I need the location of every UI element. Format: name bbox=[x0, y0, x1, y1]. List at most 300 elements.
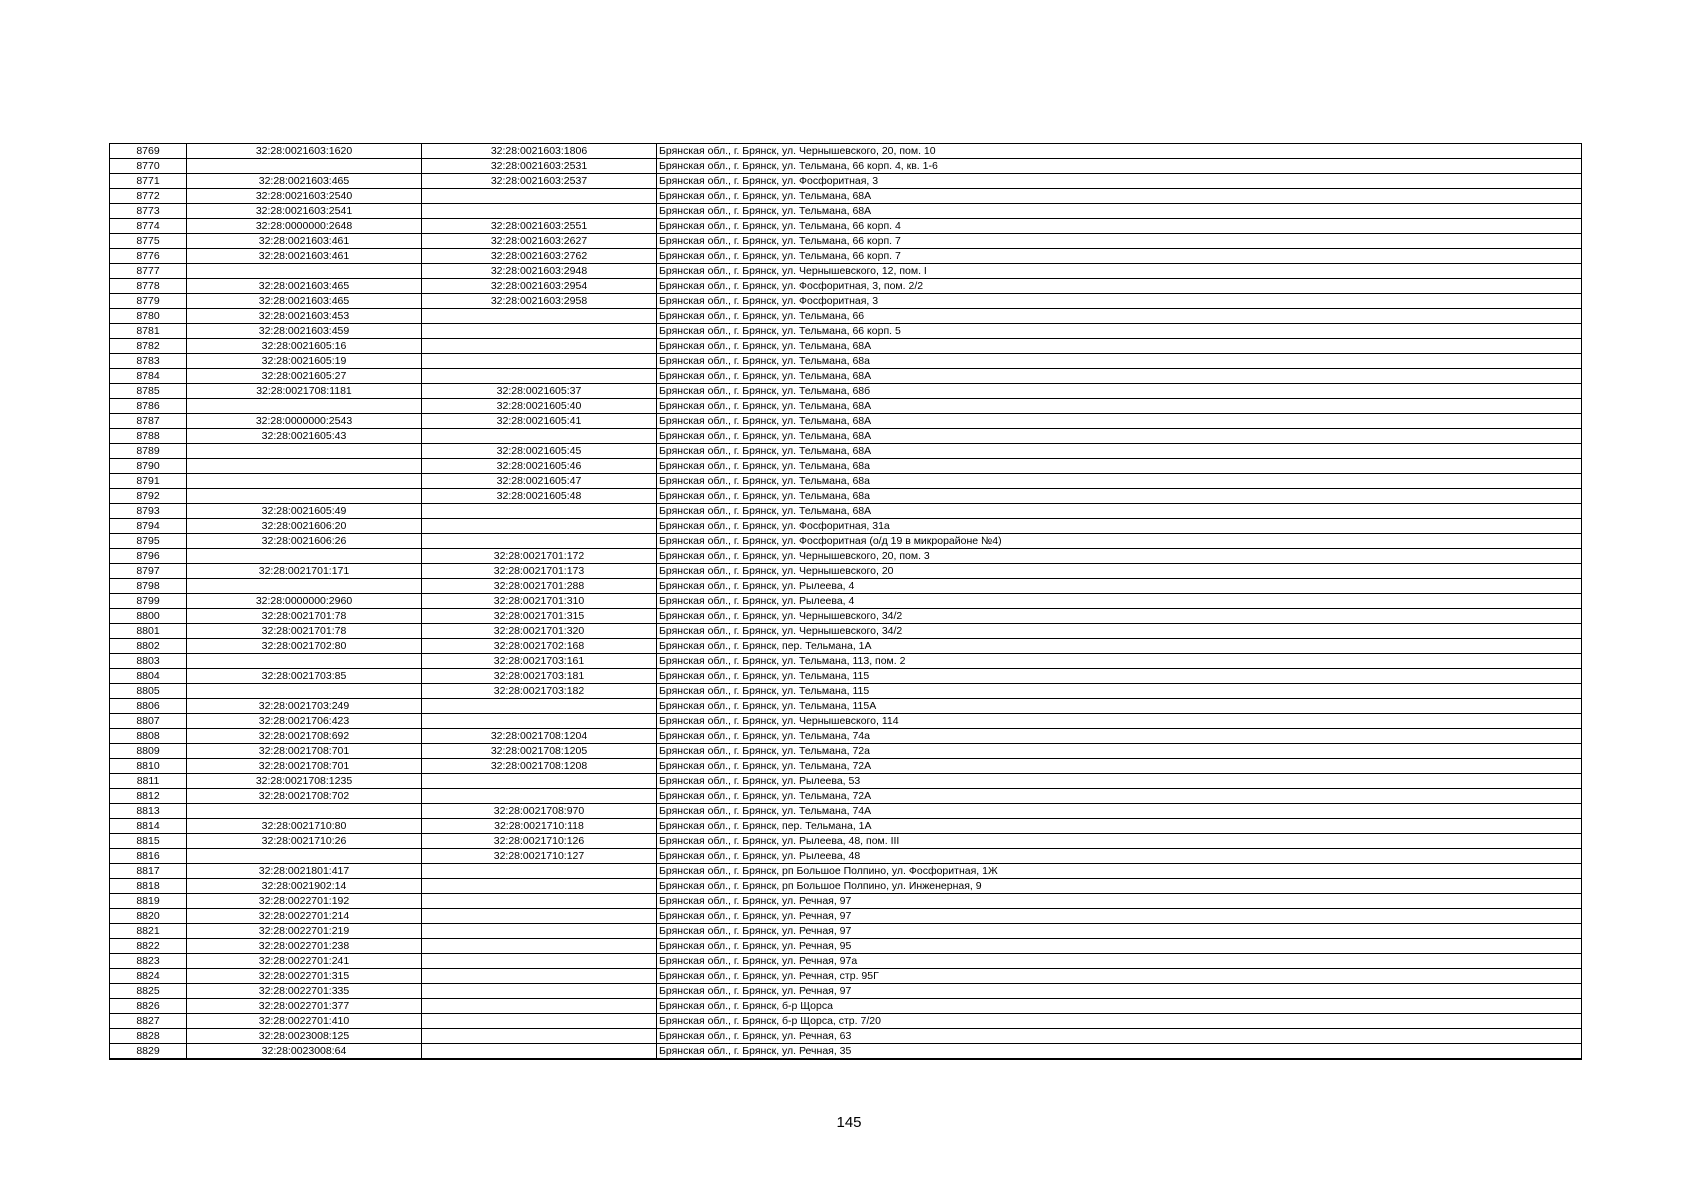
cadastral-number-cell: 32:28:0021603:453 bbox=[187, 309, 422, 324]
table-row bbox=[110, 309, 1582, 324]
cadastral-number-cell: 32:28:0021702:80 bbox=[187, 639, 422, 654]
cadastral-number-cell bbox=[187, 459, 422, 474]
related-cadastral-number-cell: 32:28:0021605:45 bbox=[422, 444, 657, 459]
row-number-cell: 8815 bbox=[110, 834, 187, 849]
address-cell: Брянская обл., г. Брянск, ул. Тельмана, 66 bbox=[657, 309, 1582, 324]
row-number-cell: 8808 bbox=[110, 729, 187, 744]
row-number-cell: 8773 bbox=[110, 204, 187, 219]
cadastral-number-cell bbox=[187, 444, 422, 459]
related-cadastral-number-cell bbox=[422, 999, 657, 1014]
row-number-cell: 8769 bbox=[110, 144, 187, 159]
address-cell: Брянская обл., г. Брянск, ул. Рылеева, 48, пом. III bbox=[657, 834, 1582, 849]
address-cell: Брянская обл., г. Брянск, ул. Тельмана, 113, пом. 2 bbox=[657, 654, 1582, 669]
address-cell: Брянская обл., г. Брянск, ул. Тельмана, 68а bbox=[657, 354, 1582, 369]
address-cell: Брянская обл., г. Брянск, ул. Речная, 97 bbox=[657, 984, 1582, 999]
related-cadastral-number-cell: 32:28:0021603:2627 bbox=[422, 234, 657, 249]
address-cell: Брянская обл., г. Брянск, ул. Рылеева, 53 bbox=[657, 774, 1582, 789]
cadastral-number-cell: 32:28:0022701:410 bbox=[187, 1014, 422, 1029]
address-cell: Брянская обл., г. Брянск, ул. Рылеева, 48 bbox=[657, 849, 1582, 864]
address-cell: Брянская обл., г. Брянск, ул. Тельмана, 66 корп. 4 bbox=[657, 219, 1582, 234]
table-row bbox=[110, 264, 1582, 279]
table-row bbox=[110, 729, 1582, 744]
address-cell: Брянская обл., г. Брянск, б-р Щорса bbox=[657, 999, 1582, 1014]
row-number-cell: 8791 bbox=[110, 474, 187, 489]
address-cell: Брянская обл., г. Брянск, ул. Тельмана, 74а bbox=[657, 729, 1582, 744]
table-row bbox=[110, 849, 1582, 864]
row-number-cell: 8772 bbox=[110, 189, 187, 204]
row-number-cell: 8786 bbox=[110, 399, 187, 414]
cadastral-number-cell: 32:28:0021701:78 bbox=[187, 624, 422, 639]
table-row bbox=[110, 939, 1582, 954]
row-number-cell: 8827 bbox=[110, 1014, 187, 1029]
related-cadastral-number-cell bbox=[422, 879, 657, 894]
related-cadastral-number-cell: 32:28:0021701:320 bbox=[422, 624, 657, 639]
row-number-cell: 8783 bbox=[110, 354, 187, 369]
address-cell: Брянская обл., г. Брянск, ул. Тельмана, 68а bbox=[657, 459, 1582, 474]
address-cell: Брянская обл., г. Брянск, ул. Речная, 35 bbox=[657, 1044, 1582, 1060]
related-cadastral-number-cell bbox=[422, 984, 657, 999]
related-cadastral-number-cell bbox=[422, 324, 657, 339]
cadastral-number-cell bbox=[187, 849, 422, 864]
cadastral-number-cell: 32:28:0021603:465 bbox=[187, 279, 422, 294]
table-row bbox=[110, 759, 1582, 774]
table-row bbox=[110, 534, 1582, 549]
cadastral-number-cell: 32:28:0022701:192 bbox=[187, 894, 422, 909]
related-cadastral-number-cell bbox=[422, 354, 657, 369]
address-cell: Брянская обл., г. Брянск, ул. Тельмана, 68А bbox=[657, 204, 1582, 219]
cadastral-number-cell: 32:28:0021708:701 bbox=[187, 759, 422, 774]
table-row bbox=[110, 1029, 1582, 1044]
row-number-cell: 8803 bbox=[110, 654, 187, 669]
table-row bbox=[110, 969, 1582, 984]
address-cell: Брянская обл., г. Брянск, ул. Речная, 97 bbox=[657, 909, 1582, 924]
cadastral-number-cell: 32:28:0021706:423 bbox=[187, 714, 422, 729]
row-number-cell: 8809 bbox=[110, 744, 187, 759]
cadastral-number-cell: 32:28:0021605:19 bbox=[187, 354, 422, 369]
address-cell: Брянская обл., г. Брянск, ул. Тельмана, 68А bbox=[657, 399, 1582, 414]
related-cadastral-number-cell bbox=[422, 909, 657, 924]
related-cadastral-number-cell: 32:28:0021701:173 bbox=[422, 564, 657, 579]
cadastral-number-cell: 32:28:0023008:64 bbox=[187, 1044, 422, 1060]
table-row bbox=[110, 879, 1582, 894]
row-number-cell: 8775 bbox=[110, 234, 187, 249]
related-cadastral-number-cell: 32:28:0021603:2762 bbox=[422, 249, 657, 264]
related-cadastral-number-cell bbox=[422, 429, 657, 444]
address-cell: Брянская обл., г. Брянск, ул. Чернышевского, 114 bbox=[657, 714, 1582, 729]
related-cadastral-number-cell bbox=[422, 894, 657, 909]
address-cell: Брянская обл., г. Брянск, ул. Речная, 95 bbox=[657, 939, 1582, 954]
cadastral-number-cell bbox=[187, 489, 422, 504]
table-row bbox=[110, 774, 1582, 789]
table-row bbox=[110, 609, 1582, 624]
table-row bbox=[110, 354, 1582, 369]
address-cell: Брянская обл., г. Брянск, ул. Чернышевского, 34/2 bbox=[657, 609, 1582, 624]
address-cell: Брянская обл., г. Брянск, пер. Тельмана, 1А bbox=[657, 819, 1582, 834]
related-cadastral-number-cell bbox=[422, 954, 657, 969]
address-cell: Брянская обл., г. Брянск, ул. Чернышевского, 34/2 bbox=[657, 624, 1582, 639]
row-number-cell: 8778 bbox=[110, 279, 187, 294]
address-cell: Брянская обл., г. Брянск, ул. Рылеева, 4 bbox=[657, 594, 1582, 609]
table-row bbox=[110, 459, 1582, 474]
related-cadastral-number-cell: 32:28:0021702:168 bbox=[422, 639, 657, 654]
cadastral-number-cell bbox=[187, 804, 422, 819]
row-number-cell: 8812 bbox=[110, 789, 187, 804]
row-number-cell: 8780 bbox=[110, 309, 187, 324]
table-row bbox=[110, 594, 1582, 609]
row-number-cell: 8801 bbox=[110, 624, 187, 639]
related-cadastral-number-cell bbox=[422, 714, 657, 729]
related-cadastral-number-cell bbox=[422, 534, 657, 549]
table-row bbox=[110, 339, 1582, 354]
row-number-cell: 8804 bbox=[110, 669, 187, 684]
address-cell: Брянская обл., г. Брянск, ул. Тельмана, 68А bbox=[657, 369, 1582, 384]
row-number-cell: 8807 bbox=[110, 714, 187, 729]
cadastral-number-cell: 32:28:0021606:20 bbox=[187, 519, 422, 534]
related-cadastral-number-cell: 32:28:0021605:41 bbox=[422, 414, 657, 429]
related-cadastral-number-cell: 32:28:0021603:2531 bbox=[422, 159, 657, 174]
row-number-cell: 8770 bbox=[110, 159, 187, 174]
cadastral-number-cell: 32:28:0023008:125 bbox=[187, 1029, 422, 1044]
row-number-cell: 8802 bbox=[110, 639, 187, 654]
address-cell: Брянская обл., г. Брянск, ул. Чернышевского, 20 bbox=[657, 564, 1582, 579]
row-number-cell: 8819 bbox=[110, 894, 187, 909]
address-cell: Брянская обл., г. Брянск, ул. Речная, 63 bbox=[657, 1029, 1582, 1044]
row-number-cell: 8797 bbox=[110, 564, 187, 579]
row-number-cell: 8823 bbox=[110, 954, 187, 969]
related-cadastral-number-cell: 32:28:0021603:1806 bbox=[422, 144, 657, 159]
address-cell: Брянская обл., г. Брянск, ул. Фосфоритная, 31а bbox=[657, 519, 1582, 534]
address-cell: Брянская обл., г. Брянск, ул. Тельмана, 68А bbox=[657, 189, 1582, 204]
page-number: 145 bbox=[836, 1114, 862, 1131]
table-row bbox=[110, 894, 1582, 909]
related-cadastral-number-cell bbox=[422, 309, 657, 324]
row-number-cell: 8817 bbox=[110, 864, 187, 879]
address-cell: Брянская обл., г. Брянск, ул. Тельмана, 66 корп. 4, кв. 1-6 bbox=[657, 159, 1582, 174]
row-number-cell: 8811 bbox=[110, 774, 187, 789]
related-cadastral-number-cell: 32:28:0021710:118 bbox=[422, 819, 657, 834]
address-cell: Брянская обл., г. Брянск, ул. Чернышевского, 20, пом. 10 bbox=[657, 144, 1582, 159]
row-number-cell: 8822 bbox=[110, 939, 187, 954]
table-row bbox=[110, 924, 1582, 939]
table-row bbox=[110, 654, 1582, 669]
table-row bbox=[110, 219, 1582, 234]
row-number-cell: 8771 bbox=[110, 174, 187, 189]
cadastral-number-cell: 32:28:0021710:26 bbox=[187, 834, 422, 849]
table-row bbox=[110, 144, 1582, 159]
table-row bbox=[110, 174, 1582, 189]
table-row bbox=[110, 504, 1582, 519]
table-row bbox=[110, 279, 1582, 294]
address-cell: Брянская обл., г. Брянск, ул. Тельмана, 68А bbox=[657, 339, 1582, 354]
address-cell: Брянская обл., г. Брянск, ул. Тельмана, 68б bbox=[657, 384, 1582, 399]
address-cell: Брянская обл., г. Брянск, ул. Тельмана, 115А bbox=[657, 699, 1582, 714]
cadastral-number-cell: 32:28:0021603:465 bbox=[187, 174, 422, 189]
cadastral-number-cell: 32:28:0021603:2541 bbox=[187, 204, 422, 219]
row-number-cell: 8826 bbox=[110, 999, 187, 1014]
row-number-cell: 8793 bbox=[110, 504, 187, 519]
row-number-cell: 8776 bbox=[110, 249, 187, 264]
address-cell: Брянская обл., г. Брянск, ул. Тельмана, 115 bbox=[657, 684, 1582, 699]
row-number-cell: 8806 bbox=[110, 699, 187, 714]
cadastral-number-cell: 32:28:0021708:692 bbox=[187, 729, 422, 744]
address-cell: Брянская обл., г. Брянск, ул. Речная, 97 bbox=[657, 894, 1582, 909]
row-number-cell: 8810 bbox=[110, 759, 187, 774]
cadastral-table bbox=[109, 143, 1582, 1060]
table-row bbox=[110, 159, 1582, 174]
cadastral-number-cell: 32:28:0021605:49 bbox=[187, 504, 422, 519]
table-row bbox=[110, 204, 1582, 219]
cadastral-number-cell: 32:28:0022701:214 bbox=[187, 909, 422, 924]
row-number-cell: 8788 bbox=[110, 429, 187, 444]
row-number-cell: 8825 bbox=[110, 984, 187, 999]
table-row bbox=[110, 714, 1582, 729]
table-row bbox=[110, 414, 1582, 429]
row-number-cell: 8795 bbox=[110, 534, 187, 549]
cadastral-number-cell: 32:28:0022701:315 bbox=[187, 969, 422, 984]
cadastral-number-cell bbox=[187, 579, 422, 594]
address-cell: Брянская обл., г. Брянск, ул. Рылеева, 4 bbox=[657, 579, 1582, 594]
related-cadastral-number-cell: 32:28:0021703:181 bbox=[422, 669, 657, 684]
row-number-cell: 8784 bbox=[110, 369, 187, 384]
cadastral-number-cell bbox=[187, 549, 422, 564]
row-number-cell: 8781 bbox=[110, 324, 187, 339]
related-cadastral-number-cell: 32:28:0021701:172 bbox=[422, 549, 657, 564]
row-number-cell: 8816 bbox=[110, 849, 187, 864]
related-cadastral-number-cell bbox=[422, 864, 657, 879]
table-row bbox=[110, 384, 1582, 399]
cadastral-number-cell: 32:28:0021703:85 bbox=[187, 669, 422, 684]
cadastral-number-cell: 32:28:0000000:2960 bbox=[187, 594, 422, 609]
address-cell: Брянская обл., г. Брянск, ул. Тельмана, 66 корп. 7 bbox=[657, 234, 1582, 249]
cadastral-number-cell: 32:28:0021605:27 bbox=[187, 369, 422, 384]
row-number-cell: 8792 bbox=[110, 489, 187, 504]
table-row bbox=[110, 579, 1582, 594]
row-number-cell: 8785 bbox=[110, 384, 187, 399]
address-cell: Брянская обл., г. Брянск, ул. Тельмана, 68А bbox=[657, 444, 1582, 459]
row-number-cell: 8805 bbox=[110, 684, 187, 699]
related-cadastral-number-cell bbox=[422, 789, 657, 804]
address-cell: Брянская обл., г. Брянск, ул. Тельмана, 68а bbox=[657, 489, 1582, 504]
address-cell: Брянская обл., г. Брянск, ул. Фосфоритная, 3 bbox=[657, 174, 1582, 189]
address-cell: Брянская обл., г. Брянск, ул. Тельмана, 66 корп. 5 bbox=[657, 324, 1582, 339]
related-cadastral-number-cell bbox=[422, 1044, 657, 1060]
cadastral-number-cell: 32:28:0021708:701 bbox=[187, 744, 422, 759]
table-row bbox=[110, 954, 1582, 969]
table-row bbox=[110, 744, 1582, 759]
table-row bbox=[110, 684, 1582, 699]
address-cell: Брянская обл., г. Брянск, ул. Фосфоритная, 3 bbox=[657, 294, 1582, 309]
cadastral-number-cell: 32:28:0022701:241 bbox=[187, 954, 422, 969]
row-number-cell: 8829 bbox=[110, 1044, 187, 1060]
row-number-cell: 8828 bbox=[110, 1029, 187, 1044]
related-cadastral-number-cell bbox=[422, 939, 657, 954]
cadastral-number-cell bbox=[187, 474, 422, 489]
row-number-cell: 8782 bbox=[110, 339, 187, 354]
cadastral-number-cell: 32:28:0021605:43 bbox=[187, 429, 422, 444]
address-cell: Брянская обл., г. Брянск, ул. Речная, 97 bbox=[657, 924, 1582, 939]
table-row bbox=[110, 234, 1582, 249]
cadastral-number-cell: 32:28:0021603:1620 bbox=[187, 144, 422, 159]
cadastral-number-cell: 32:28:0021902:14 bbox=[187, 879, 422, 894]
table-row bbox=[110, 519, 1582, 534]
cadastral-number-cell: 32:28:0022701:377 bbox=[187, 999, 422, 1014]
cadastral-number-cell: 32:28:0021701:171 bbox=[187, 564, 422, 579]
cadastral-number-cell: 32:28:0021605:16 bbox=[187, 339, 422, 354]
related-cadastral-number-cell: 32:28:0021710:127 bbox=[422, 849, 657, 864]
address-cell: Брянская обл., г. Брянск, ул. Тельмана, 68А bbox=[657, 429, 1582, 444]
row-number-cell: 8774 bbox=[110, 219, 187, 234]
cadastral-number-cell: 32:28:0000000:2648 bbox=[187, 219, 422, 234]
table-row bbox=[110, 819, 1582, 834]
cadastral-number-cell: 32:28:0021603:459 bbox=[187, 324, 422, 339]
cadastral-number-cell: 32:28:0021701:78 bbox=[187, 609, 422, 624]
table-row bbox=[110, 429, 1582, 444]
address-cell: Брянская обл., г. Брянск, ул. Речная, 97а bbox=[657, 954, 1582, 969]
related-cadastral-number-cell: 32:28:0021708:1204 bbox=[422, 729, 657, 744]
address-cell: Брянская обл., г. Брянск, ул. Речная, стр. 95Г bbox=[657, 969, 1582, 984]
cadastral-number-cell: 32:28:0021708:702 bbox=[187, 789, 422, 804]
table-row bbox=[110, 294, 1582, 309]
related-cadastral-number-cell bbox=[422, 504, 657, 519]
table-row bbox=[110, 669, 1582, 684]
related-cadastral-number-cell: 32:28:0021603:2551 bbox=[422, 219, 657, 234]
table-row bbox=[110, 864, 1582, 879]
address-cell: Брянская обл., г. Брянск, рп Большое Полпино, ул. Инженерная, 9 bbox=[657, 879, 1582, 894]
related-cadastral-number-cell bbox=[422, 369, 657, 384]
row-number-cell: 8818 bbox=[110, 879, 187, 894]
row-number-cell: 8813 bbox=[110, 804, 187, 819]
cadastral-number-cell: 32:28:0021603:2540 bbox=[187, 189, 422, 204]
row-number-cell: 8779 bbox=[110, 294, 187, 309]
address-cell: Брянская обл., г. Брянск, ул. Тельмана, 68А bbox=[657, 504, 1582, 519]
address-cell: Брянская обл., г. Брянск, ул. Тельмана, 115 bbox=[657, 669, 1582, 684]
table-row bbox=[110, 834, 1582, 849]
related-cadastral-number-cell bbox=[422, 189, 657, 204]
cadastral-number-cell: 32:28:0022701:238 bbox=[187, 939, 422, 954]
row-number-cell: 8796 bbox=[110, 549, 187, 564]
address-cell: Брянская обл., г. Брянск, ул. Фосфоритная (о/д 19 в микрорайоне №4) bbox=[657, 534, 1582, 549]
cadastral-number-cell bbox=[187, 264, 422, 279]
cadastral-number-cell: 32:28:0021708:1235 bbox=[187, 774, 422, 789]
related-cadastral-number-cell: 32:28:0021605:47 bbox=[422, 474, 657, 489]
table-row bbox=[110, 789, 1582, 804]
row-number-cell: 8814 bbox=[110, 819, 187, 834]
table-row bbox=[110, 1044, 1582, 1060]
cadastral-number-cell: 32:28:0021708:1181 bbox=[187, 384, 422, 399]
related-cadastral-number-cell: 32:28:0021603:2958 bbox=[422, 294, 657, 309]
related-cadastral-number-cell: 32:28:0021710:126 bbox=[422, 834, 657, 849]
row-number-cell: 8820 bbox=[110, 909, 187, 924]
address-cell: Брянская обл., г. Брянск, б-р Щорса, стр. 7/20 bbox=[657, 1014, 1582, 1029]
table-row bbox=[110, 189, 1582, 204]
cadastral-number-cell: 32:28:0021603:461 bbox=[187, 249, 422, 264]
table-row bbox=[110, 1014, 1582, 1029]
row-number-cell: 8824 bbox=[110, 969, 187, 984]
related-cadastral-number-cell: 32:28:0021708:1205 bbox=[422, 744, 657, 759]
address-cell: Брянская обл., г. Брянск, ул. Чернышевского, 20, пом. 3 bbox=[657, 549, 1582, 564]
row-number-cell: 8800 bbox=[110, 609, 187, 624]
related-cadastral-number-cell: 32:28:0021703:161 bbox=[422, 654, 657, 669]
related-cadastral-number-cell: 32:28:0021701:310 bbox=[422, 594, 657, 609]
table-row bbox=[110, 399, 1582, 414]
related-cadastral-number-cell: 32:28:0021605:46 bbox=[422, 459, 657, 474]
row-number-cell: 8787 bbox=[110, 414, 187, 429]
related-cadastral-number-cell: 32:28:0021708:1208 bbox=[422, 759, 657, 774]
row-number-cell: 8794 bbox=[110, 519, 187, 534]
related-cadastral-number-cell: 32:28:0021605:48 bbox=[422, 489, 657, 504]
table-row bbox=[110, 909, 1582, 924]
table-row bbox=[110, 804, 1582, 819]
row-number-cell: 8799 bbox=[110, 594, 187, 609]
related-cadastral-number-cell bbox=[422, 969, 657, 984]
address-cell: Брянская обл., г. Брянск, ул. Тельмана, 72А bbox=[657, 759, 1582, 774]
address-cell: Брянская обл., г. Брянск, рп Большое Полпино, ул. Фосфоритная, 1Ж bbox=[657, 864, 1582, 879]
related-cadastral-number-cell: 32:28:0021603:2954 bbox=[422, 279, 657, 294]
address-cell: Брянская обл., г. Брянск, ул. Чернышевского, 12, пом. I bbox=[657, 264, 1582, 279]
table-row bbox=[110, 984, 1582, 999]
cadastral-number-cell: 32:28:0021710:80 bbox=[187, 819, 422, 834]
related-cadastral-number-cell: 32:28:0021708:970 bbox=[422, 804, 657, 819]
table-row bbox=[110, 474, 1582, 489]
table-row bbox=[110, 639, 1582, 654]
table-row bbox=[110, 564, 1582, 579]
related-cadastral-number-cell bbox=[422, 699, 657, 714]
related-cadastral-number-cell: 32:28:0021703:182 bbox=[422, 684, 657, 699]
related-cadastral-number-cell bbox=[422, 1014, 657, 1029]
cadastral-number-cell: 32:28:0021801:417 bbox=[187, 864, 422, 879]
address-cell: Брянская обл., г. Брянск, ул. Тельмана, 72А bbox=[657, 789, 1582, 804]
related-cadastral-number-cell: 32:28:0021603:2537 bbox=[422, 174, 657, 189]
table-row bbox=[110, 249, 1582, 264]
address-cell: Брянская обл., г. Брянск, ул. Фосфоритная, 3, пом. 2/2 bbox=[657, 279, 1582, 294]
table-row bbox=[110, 549, 1582, 564]
cadastral-number-cell bbox=[187, 654, 422, 669]
address-cell: Брянская обл., г. Брянск, пер. Тельмана, 1А bbox=[657, 639, 1582, 654]
row-number-cell: 8789 bbox=[110, 444, 187, 459]
row-number-cell: 8790 bbox=[110, 459, 187, 474]
table-row bbox=[110, 699, 1582, 714]
related-cadastral-number-cell: 32:28:0021605:37 bbox=[422, 384, 657, 399]
related-cadastral-number-cell: 32:28:0021605:40 bbox=[422, 399, 657, 414]
related-cadastral-number-cell bbox=[422, 519, 657, 534]
table-body bbox=[110, 144, 1582, 1060]
address-cell: Брянская обл., г. Брянск, ул. Тельмана, 74А bbox=[657, 804, 1582, 819]
cadastral-number-cell: 32:28:0021703:249 bbox=[187, 699, 422, 714]
cadastral-number-cell bbox=[187, 684, 422, 699]
table-row bbox=[110, 999, 1582, 1014]
related-cadastral-number-cell bbox=[422, 774, 657, 789]
address-cell: Брянская обл., г. Брянск, ул. Тельмана, 68а bbox=[657, 474, 1582, 489]
related-cadastral-number-cell bbox=[422, 204, 657, 219]
cadastral-number-cell: 32:28:0021603:461 bbox=[187, 234, 422, 249]
related-cadastral-number-cell bbox=[422, 924, 657, 939]
row-number-cell: 8821 bbox=[110, 924, 187, 939]
table-row bbox=[110, 369, 1582, 384]
table-row bbox=[110, 444, 1582, 459]
address-cell: Брянская обл., г. Брянск, ул. Тельмана, 66 корп. 7 bbox=[657, 249, 1582, 264]
related-cadastral-number-cell: 32:28:0021603:2948 bbox=[422, 264, 657, 279]
cadastral-number-cell: 32:28:0000000:2543 bbox=[187, 414, 422, 429]
related-cadastral-number-cell: 32:28:0021701:288 bbox=[422, 579, 657, 594]
cadastral-number-cell bbox=[187, 159, 422, 174]
table-row bbox=[110, 624, 1582, 639]
related-cadastral-number-cell bbox=[422, 1029, 657, 1044]
address-cell: Брянская обл., г. Брянск, ул. Тельмана, 68А bbox=[657, 414, 1582, 429]
table-row bbox=[110, 324, 1582, 339]
cadastral-number-cell: 32:28:0022701:335 bbox=[187, 984, 422, 999]
address-cell: Брянская обл., г. Брянск, ул. Тельмана, 72а bbox=[657, 744, 1582, 759]
row-number-cell: 8798 bbox=[110, 579, 187, 594]
